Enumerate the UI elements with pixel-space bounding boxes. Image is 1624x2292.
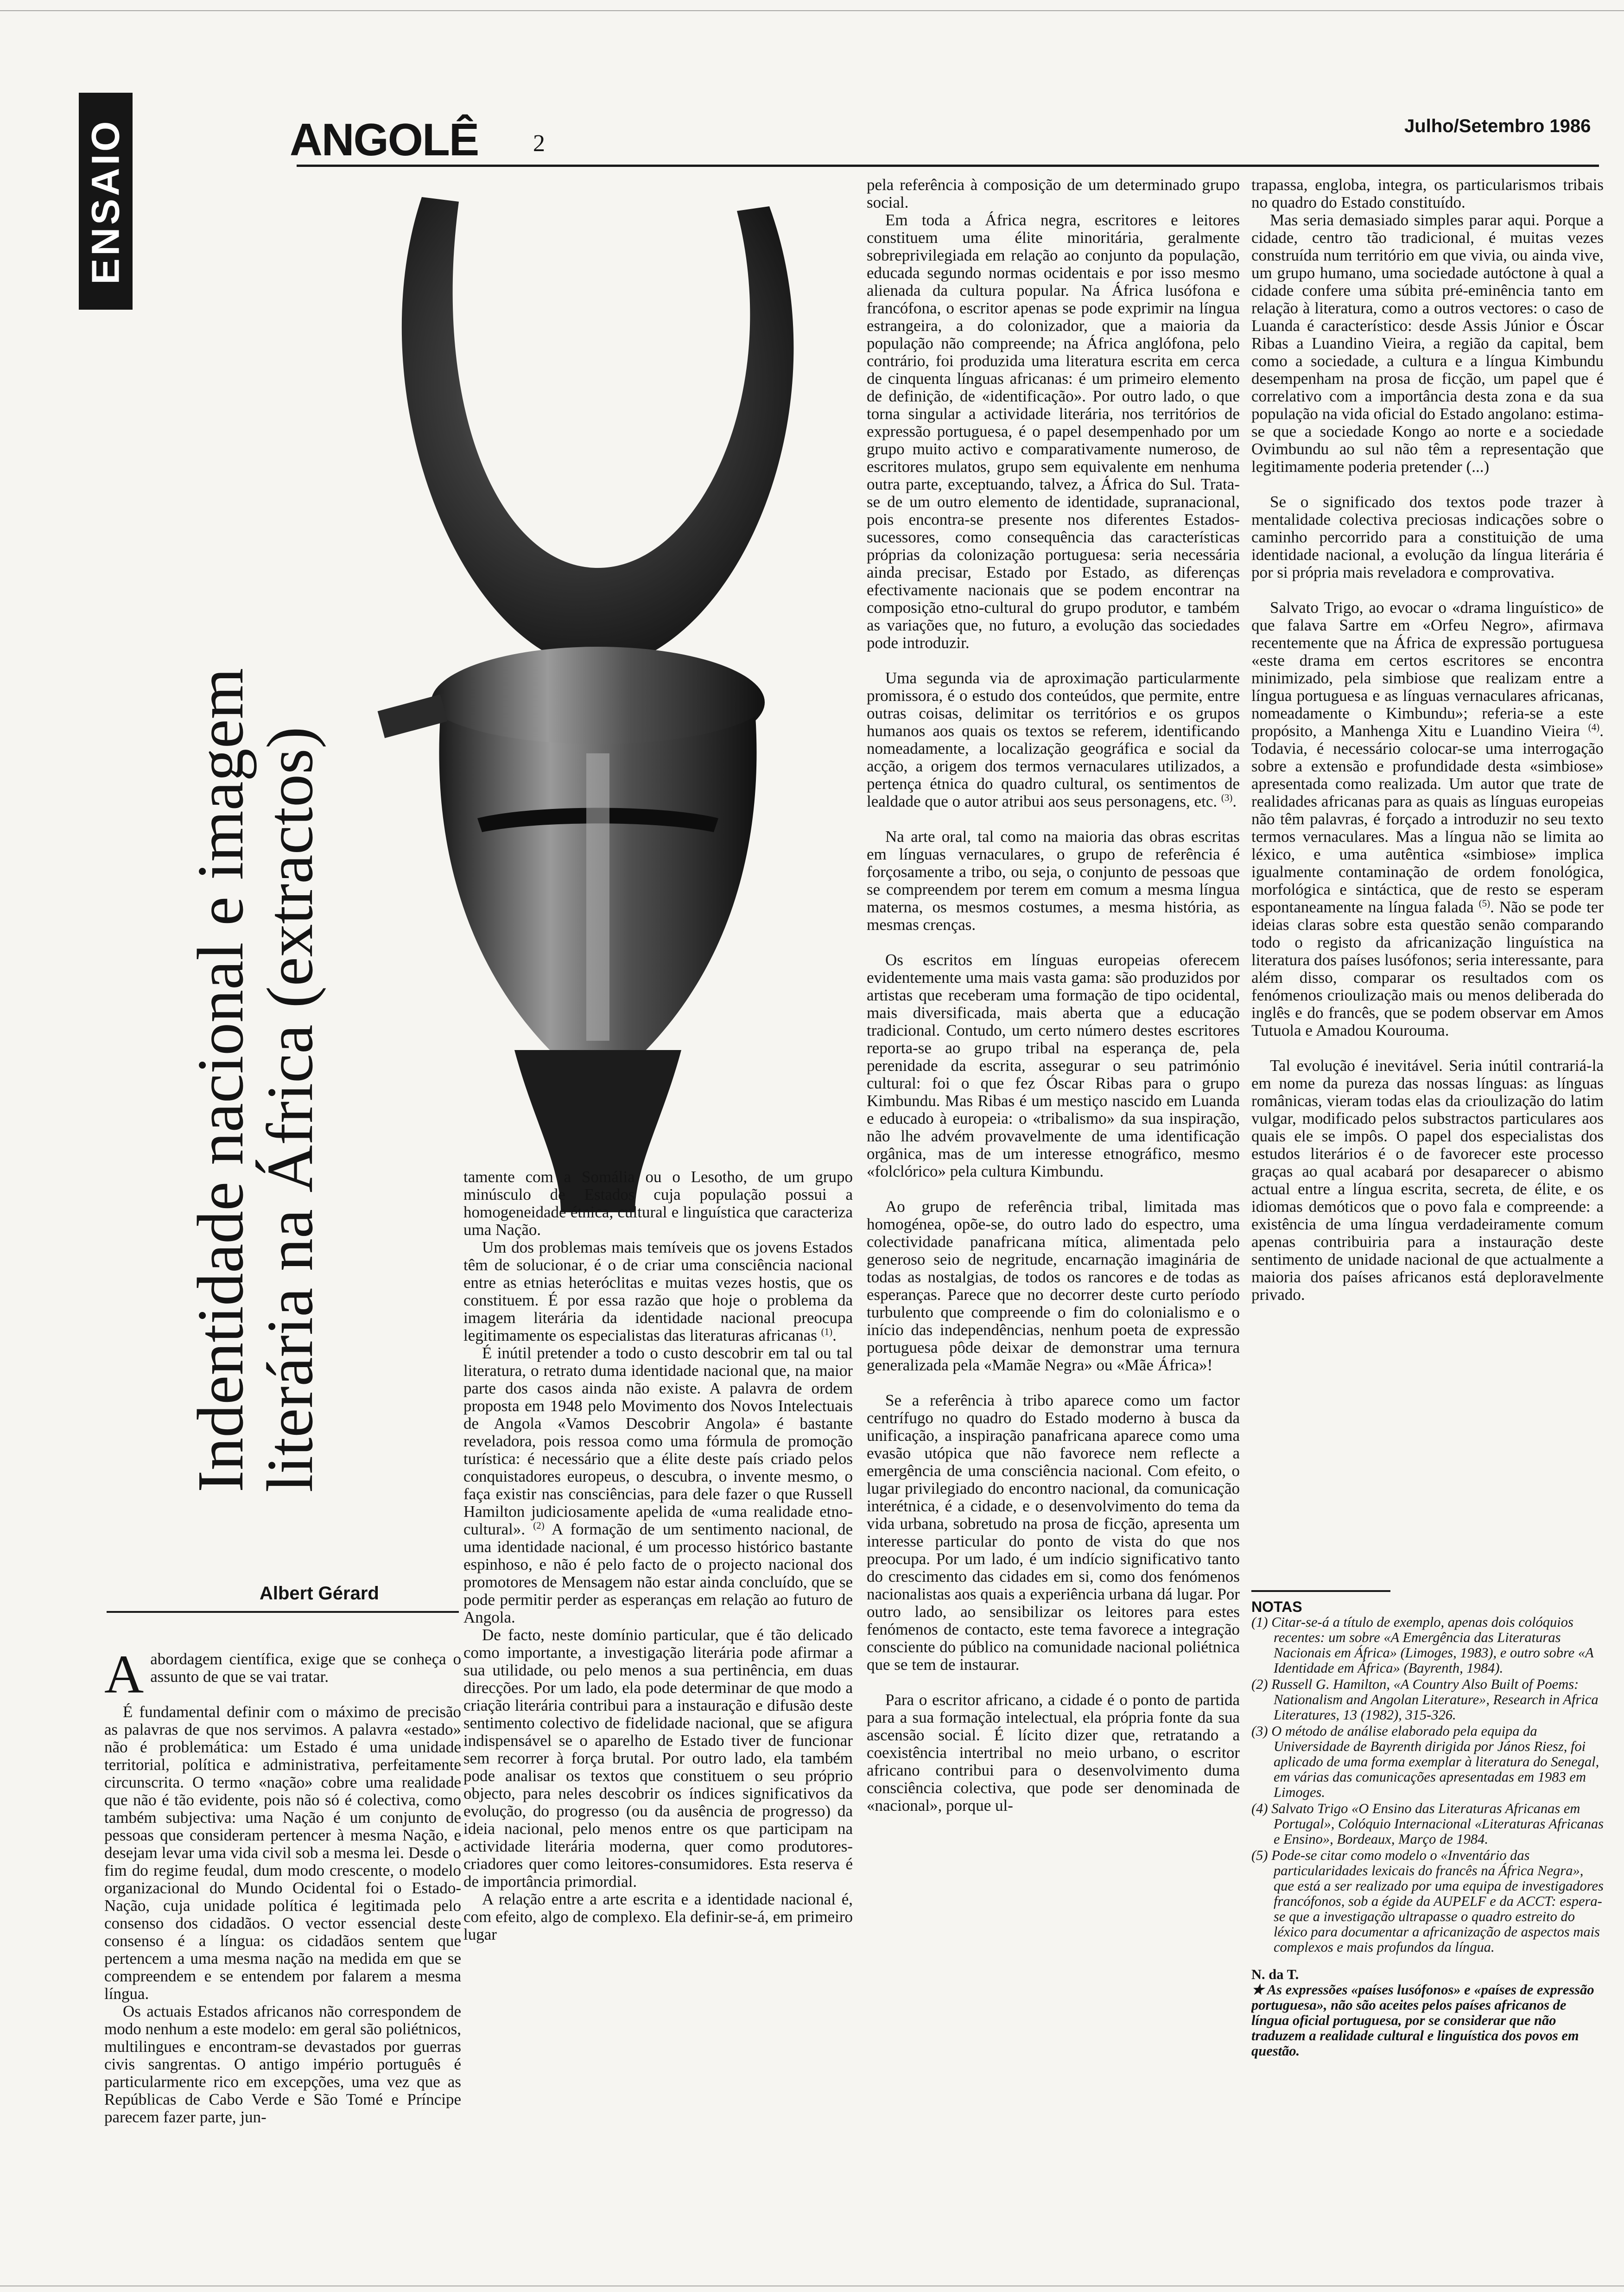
col3-para-8: Para o escritor africano, a cidade é o ponto de partida para a sua formação intelectual, ela própria fonte da sua ascensão social. É lícito dizer que, retratando a coexistência intertribal no meio urbano, o escritor africano contribui para o desenvolvimento duma consciência colectiva, que pode ser denominada de «nacional», porque ul-: [867, 1691, 1240, 1814]
col4-para-1: trapassa, engloba, integra, os particularismos tribais no quadro do Estado constituído.: [1251, 176, 1604, 211]
col3-para-2: Em toda a África negra, escritores e leitores constituem uma élite minoritária, geralmente sobreprivilegiada em relação ao conjunto da população, educada segundo normas ocidentais e por isso mesmo alienada da cultura popular. Na África lusófona e francófona, o escritor apenas se pode exprimir na língua estrangeira, a do colonizador, que a maioria da população não compreende; na África anglófona, pelo contrário, foi produzida uma literatura escrita em cerca de cinquenta línguas africanas: é um primeiro elemento de definição, de «identificação». Por outro lado, o que torna singular a actividade literária, nos territórios de expressão portuguesa, é o papel desempenhado por um grupo muito activo e comparativamente numeroso, de escritores mulatos, grupo sem equivalente em nenhuma outra parte, exceptuando, talvez, a África do Sul. Trata-se de um outro elemento de identidade, supranacional, pois encontra-se presente nos diferentes Estados-sucessores, como consequência das características próprias da colonização portuguesa: seria necessária ainda precisar, Estado por Estado, as diferenças efectivamente nacionais que se podem encontrar na composição etno-cultural do grupo produtor, e também as variações que, no futuro, a evolução das sociedades pode introduzir.: [867, 211, 1240, 652]
page-number: 2: [533, 130, 545, 157]
col3-para-6: Ao grupo de referência tribal, limitada mas homogénea, opõe-se, do outro lado do espectro, uma colectividade panafricana mítica, alimentada pelo generoso seio de negritude, encarnação imaginária de todas as nostalgias, de todos os rancores e de todas as esperanças. Parece que no decorrer deste curto período turbulento que compreende o fim do colonialismo e o início das independências, nenhum poeta de expressão portuguesa pôde deixar de demonstrar uma ternura generalizada pela «Mamãe Negra» ou «Mãe África»!: [867, 1197, 1240, 1374]
column-2: tamente com a Somália ou o Lesotho, de um grupo minúsculo de Estados cuja população possui a homogeneidade étnica, cultural e linguística que caracteriza uma Nação. Um dos problemas mais temíveis que os jovens Estados têm de solucionar, é o de criar uma consciência nacional entre as etnias heteróclitas e muitas vezes hostis, que os constituem. É por essa razão que hoje o problema da imagem literária da identidade nacional preocupa legitimamente os especialistas das literaturas africanas $^{(1)}$. É inútil pretender a todo o custo descobrir em tal ou tal literatura, o retrato duma identidade nacional que, na maior parte dos casos ainda não existe. A palavra de ordem proposta em 1948 pelo Movimento dos Novos Intelectuais de Angola «Vamos Descobrir Angola» é bastante reveladora, pois ressoa como uma fórmula de promoção turística: é necessário que a élite deste país criado pelos conquistadores europeus, o descubra, o invente mesmo, o faça existir nas consciências, para dele fazer o que Russell Hamilton judiciosamente apelida de «uma realidade etno-cultural». $^{(2)}$ A formação de um sentimento nacional, de uma identidade nacional, é um processo histórico bastante espinhoso, e não é pelo facto de o projecto nacional dos promotores de Mensagem não estar ainda concluído, que se pode permitir perder as esperanças em relação ao futuro de Angola. De facto, neste domínio particular, que é tão delicado como importante, a investigação literária pode afirmar a sua utilidade, ou pelo menos a sua pertinência, em duas direcções. Por um lado, ela pode determinar de que modo a criação literária contribui para a instauração e difusão deste sentimento colectivo de fidelidade nacional, que se afigura indispensável se o aparelho de Estado tiver de funcionar sem recorrer à força brutal. Por outro lado, ela também pode analisar os textos que constituem o seu próprio objecto, para neles descobrir os índices significativos da evolução, do progresso (ou da ausência de progresso) da ideia nacional, pelo menos entre os que participam na actividade literária moderna, quer como produtores-criadores quer como leitores-consumidores. Esta reserva é de importância primordial. A relação entre a arte escrita e a identidade nacional é, com efeito, algo de complexo. Ela definir-se-á, em primeiro lugar: [463, 1168, 853, 1943]
notes-rule: [1251, 1590, 1390, 1592]
translator-note-heading: N. da T.: [1251, 1967, 1299, 1982]
footnote-ref-3: (3): [1221, 792, 1233, 803]
column-3: pela referência à composição de um determinado grupo social. Em toda a África negra, escritores e leitores constituem uma élite minoritária, geralmente sobreprivilegiada em relação ao conjunto da população, educada segundo normas ocidentais e por isso mesmo alienada da cultura popular. Na África lusófona e francófona, o escritor apenas se pode exprimir na língua estrangeira, a do colonizador, que a maioria da população não compreende; na África anglófona, pelo contrário, foi produzida uma literatura escrita em cerca de cinquenta línguas africanas: é um primeiro elemento de definição, de «identificação». Por outro lado, o que torna singular a actividade literária, nos territórios de expressão portuguesa, é o papel desempenhado por um grupo muito activo e comparativamente numeroso, de escritores mulatos, grupo sem equivalente em nenhuma outra parte, exceptuando, talvez, a África do Sul. Trata-se de um outro elemento de identidade, supranacional, pois encontra-se presente nos diferentes Estados-sucessores, como consequência das características próprias da colonização portuguesa: seria necessária ainda precisar, Estado por Estado, as diferenças efectivamente nacionais que se podem encontrar na composição etno-cultural do grupo produtor, e também as variações que, no futuro, a evolução das sociedades pode introduzir. Uma segunda via de aproximação particularmente promissora, é o estudo dos conteúdos, que permite, entre outras coisas, delimitar os territórios e os grupos humanos aos quais os textos se referem, identificando nomeadamente, a localização geográfica e social da acção, a origem dos termos vernaculares utilizados, a pertença étnica do quadro cultural, os sentimentos de lealdade que o autor atribui aos seus personagens, etc. $^{(3)}$. Na arte oral, tal como na maioria das obras escritas em línguas vernaculares, o grupo de referência é forçosamente a tribo, ou seja, o conjunto de pessoas que se compreendem por terem em comum a mesma língua materna, os mesmos costumes, a mesma história, as mesmas crenças. Os escritos em línguas europeias oferecem evidentemente uma mais vasta gama: são produzidos por artistas que receberam uma formação de tipo ocidental, mais diversificada, mais aberta que a educação tradicional. Contudo, um certo número destes escritores reporta-se ao grupo tribal na esperança de, pela perenidade da escrita, assegurar o seu património cultural: foi o que fez Óscar Ribas para o grupo Kimbundu. Mas Ribas é um mestiço nascido em Luanda e educado à europeia: o «tribalismo» da sua inspiração, não lhe advém provavelmente de uma identificação orgânica, mas de um interesse etnográfico, mesmo «folclórico» pela cultura Kimbundu. Ao grupo de referência tribal, limitada mas homogénea, opõe-se, do outro lado do espectro, uma colectividade panafricana mítica, alimentada pelo generoso seio de negritude, encarnação imaginária de todas as nostalgias, de todos os rancores e de todas as esperanças. Parece que no decorrer deste curto período turbulento que compreende o fim do colonialismo e o início das independências, nenhum poeta de expressão portuguesa pôde deixar de demonstrar uma ternura generalizada pela «Mamãe Negra» ou «Mãe África»! Se a referência à tribo aparece como um factor centrífugo no quadro do Estado moderno à busca da unificação, a inspiração panafricana aparece como uma evasão utópica que não favorece nem reflecte a emergência de uma consciência nacional. Com efeito, o lugar privilegiado do encontro nacional, da comunicação interétnica, é a cidade, e o desenvolvimento do tema da vida urbana, sobretudo na prosa de ficção, apresenta um interesse particular do ponto de vista do que nos preocupa. Por um lado, é um indício significativo tanto do crescimento das cidades em si, como dos fenómenos nacionalistas aos quais a experiência urbana dá lugar. Por outro lado, ao sensibilizar os leitores para estes fenómenos de contacto, este tema favorece a integração consciente do público na comunidade nacional poliétnica que se tem de instaurar. Para o escritor africano, a cidade é o ponto de partida para a sua formação intelectual, ela própria fonte da sua ascensão social. É lícito dizer que, retratando a coexistência intertribal no meio urbano, o escritor africano contribui para o desenvolvimento duma consciência colectiva, que pode ser denominada de «nacional», porque ul-: [867, 176, 1240, 1814]
column-1: [104, 1650, 461, 2253]
col1-para-2: É fundamental definir com o máximo de precisão as palavras de que nos servimos. A palavra «estado» não é problemática: um Estado é uma unidade territorial, política e administrativa, perfeitamente circunscrita. O termo «nação» cobre uma realidade que não é tão evidente, pois não só é colectiva, como também subjectiva: uma Nação é um conjunto de pessoas que consideram pertencer à mesma Nação, e desejam levar uma vida civil sob a mesma lei. Desde o fim do regime feudal, dum modo crescente, o modelo organizacional do Mundo Ocidental foi o Estado-Nação, cuja unidade política é legitimada pelo consenso dos cidadãos. O vector essencial deste consenso é a língua: os cidadãos sentem que pertencem a uma mesma nação na medida em que se compreendem e se entendem por falarem a mesma língua.: [104, 1703, 461, 2003]
col3-para-4: Na arte oral, tal como na maioria das obras escritas em línguas vernaculares, o grupo de referência é forçosamente a tribo, ou seja, o conjunto de pessoas que se compreendem por terem em comum a mesma língua materna, os mesmos costumes, a mesma história, as mesmas crenças.: [867, 828, 1240, 934]
col2-para-1: tamente com a Somália ou o Lesotho, de um grupo minúsculo de Estados cuja população possui a homogeneidade étnica, cultural e linguística que caracteriza uma Nação.: [463, 1168, 853, 1239]
section-tag: ENSAIO: [79, 93, 133, 310]
col4-para-2: Mas seria demasiado simples parar aqui. Porque a cidade, centro tão tradicional, é muitas vezes construída num território em que vivia, ou ainda vive, um grupo humano, uma sociedade autóctone à qual a cidade confere uma súbita pré-eminência tanto em relação à literatura, como a outros vectores: o caso de Luanda é característico: desde Assis Júnior e Óscar Ribas a Luandino Vieira, a região da capital, bem como a sociedade, a cultura e a língua Kimbundu desempenham na prosa de ficção, um papel que é correlativo com a importância desta zona e da sua população na vida oficial do Estado angolano: estima-se que a sociedade Kongo ao norte e a sociedade Ovimbundu ao sul não têm a representação que legitimamente poderia pretender (...): [1251, 211, 1604, 476]
note-item: (5) Pode-se citar como modelo o «Inventário das particularidades lexicais do francês na África Negra», que está a ser realizado por uma equipa de investigadores francófonos, sob a égide da AUPELF e da ACCT: espera-se que a investigação ultrapasse o quadro estreito do léxico para documentar a africanização de aspectos mais complexos e mais profundos da língua.: [1251, 1847, 1604, 1955]
note-item: (3) O método de análise elaborado pela equipa da Universidade de Bayrenth dirigida por János Riesz, foi aplicado de uma forma exemplar à literatura do Senegal, em várias das comunicações apresentadas em 1983 em Limoges.: [1251, 1723, 1599, 1800]
col4-para-5: Tal evolução é inevitável. Seria inútil contrariá-la em nome da pureza das nossas línguas: as línguas românicas, vieram todas elas da crioulização do latim vulgar, modificado pelos substractos particulares aos quais ele se impôs. O papel dos especialistas dos estudos literários é o de favorecer este processo graças ao qual acabará por desaparecer o abismo actual entre a língua escrita, secreta, de élite, e os idiomas demóticos que o povo fala e compreende: a existência de uma língua verdadeiramente comum apenas contribuiria para a instauração deste sentimento de unidade nacional de que actualmente a maioria dos países africanos está deploravelmente privado.: [1251, 1057, 1604, 1304]
col2-para-2: Um dos problemas mais temíveis que os jovens Estados têm de solucionar, é o de criar uma consciência nacional entre as etnias heteróclitas e muitas vezes hostis, que os constituem. É por essa razão que hoje o problema da imagem literária da identidade nacional preocupa legitimamente os especialistas das literaturas africanas: [463, 1238, 853, 1344]
note-item: (2) Russell G. Hamilton, «A Country Also Built of Poems: Nationalism and Angolan Literature», Research in Africa Literatures, 13 (1982), 315-326.: [1251, 1676, 1599, 1723]
translator-note-text: ★ As expressões «países lusófonos» e «países de expressão portuguesa», não são aceites pelos países africanos de língua oficial portuguesa, por se considerar que não traduzem a realidade cultural e linguística dos povos em questão.: [1251, 1982, 1594, 2059]
issue-date: Julho/Setembro 1986: [1404, 116, 1591, 136]
notes-heading: NOTAS: [1251, 1599, 1302, 1615]
col1-para-3: Os actuais Estados africanos não correspondem de modo nenhum a este modelo: em geral são poliétnicos, multilingues e encontram-se devastados por guerras civis sangrentas. O antigo império português é particularmente rico em excepções, uma vez que as Repúblicas de Cabo Verde e São Tomé e Príncipe parecem fazer parte, jun-: [104, 2002, 461, 2126]
footnote-ref-4: (4): [1588, 721, 1600, 733]
footnote-ref-1: (1): [821, 1326, 833, 1337]
column-4: [1251, 176, 1604, 1604]
col2-para-4: De facto, neste domínio particular, que é tão delicado como importante, a investigação literária pode afirmar a sua utilidade, ou pelo menos a sua pertinência, em duas direcções. Por um lado, ela pode determinar de que modo a criação literária contribui para a instauração e difusão deste sentimento colectivo de fidelidade nacional, que se afigura indispensável se o aparelho de Estado tiver de funcionar sem recorrer à força brutal. Por outro lado, ela também pode analisar os textos que constituem o seu próprio objecto, para neles descobrir os índices significativos da evolução, do progresso (ou da ausência de progresso) da ideia nacional, pelo menos entre os que participam na actividade literária moderna, quer como produtores-criadores quer como leitores-consumidores. Esta reserva é de importância primordial.: [463, 1626, 853, 1891]
publication-logo: ANGOLÊ: [290, 114, 479, 165]
footnote-ref-2: (2): [533, 1520, 545, 1531]
author-name: Albert Gérard: [260, 1583, 379, 1604]
col4-para-4c: . Não se pode ter ideias claras sobre esta questão senão comparando todo o registo da africanização linguística na literatura dos países lusófonos; seria interessante, para além disso, comparar os resultados com os fenómenos crioulização mais ou menos deliberada do inglês e do francês, que se podem observar em Amos Tutuola e Amadou Kourouma.: [1251, 898, 1604, 1039]
drop-cap: A: [104, 1650, 144, 1705]
col3-para-5: Os escritos em línguas europeias oferecem evidentemente uma mais vasta gama: são produzidos por artistas que receberam uma formação de tipo ocidental, mais diversificada, mais aberta que a educação tradicional. Contudo, um certo número destes escritores reporta-se ao grupo tribal na esperança de, pela perenidade da escrita, assegurar o seu património cultural: foi o que fez Óscar Ribas para o grupo Kimbundu. Mas Ribas é um mestiço nascido em Luanda e educado à europeia: o «tribalismo» da sua inspiração, não lhe advém provavelmente de uma identificação orgânica, mas de um interesse etnográfico, mesmo «folclórico» pela cultura Kimbundu.: [867, 951, 1240, 1180]
col4-para-4b: . Todavia, é necessário colocar-se uma interrogação sobre a extensão e profundidade desta «simbiose» apresentada como realizada. Um autor que trate de realidades africanas para as quais as línguas europeias não têm palavras, é forçado a introduzir no seu texto termos vernaculares. Mas a língua não se limita ao léxico, e uma autêntica «simbiose» implica igualmente contaminação de ordem fonológica, morfológica e sintáctica, que de resto se esperam espontaneamente na língua falada: [1251, 722, 1604, 916]
col2-para-3a: É inútil pretender a todo o custo descobrir em tal ou tal literatura, o retrato duma identidade nacional que, na maior parte dos casos ainda não existe. A palavra de ordem proposta em 1948 pelo Movimento dos Novos Intelectuais de Angola «Vamos Descobrir Angola» é bastante reveladora, pois ressoa como uma fórmula de promoção turística: é necessário que a élite deste país criado pelos conquistadores europeus, o descubra, o invente mesmo, o faça existir nas consciências, para dele fazer o que Russell Hamilton judiciosamente apelida de «uma realidade etno-cultural».: [463, 1344, 853, 1538]
notes-section: [1251, 1599, 1604, 2258]
article-title: [158, 598, 352, 1562]
title-line-1: Indentidade nacional e imagem: [184, 668, 257, 1493]
col1-para-1: abordagem científica, exige que se conheça o assunto de que se vai tratar.: [150, 1650, 461, 1686]
col3-para-1: pela referência à composição de um determinado grupo social.: [867, 176, 1240, 211]
author-rule: [107, 1611, 459, 1613]
col3-para-3: Uma segunda via de aproximação particularmente promissora, é o estudo dos conteúdos, que permite, entre outras coisas, delimitar os territórios e os grupos humanos aos quais os textos se referem, identificando nomeadamente, a localização geográfica e social da acção, a origem dos termos vernaculares utilizados, a pertença étnica do quadro cultural, os sentimentos de lealdade que o autor atribui aos seus personagens, etc.: [867, 669, 1240, 810]
col4-para-4a: Salvato Trigo, ao evocar o «drama linguístico» de que falava Sartre em «Orfeu Negro», afirmava recentemente que na África de expressão portuguesa «este drama em certos escritores se encontra minimizado, pela simbiose que realizam entre a língua portuguesa e as línguas vernaculares africanas, nomeadamente o Kimbundu»; referia-se a este propósito, a Manhenga Xitu e Luandino Vieira: [1251, 598, 1604, 740]
note-item: (4) Salvato Trigo «O Ensino das Literaturas Africanas em Portugal», Colóquio Internacional «Literaturas Africanas e Ensino», Bordeaux, Março de 1984.: [1251, 1801, 1604, 1847]
top-edge-line: [0, 10, 1624, 11]
col2-para-3b: A formação de um sentimento nacional, de uma identidade nacional, é um processo histórico bastante espinhoso, e não é pelo facto de o projecto nacional dos promotores de Mensagem não estar ainda concluído, que se pode permitir perder as esperanças em relação ao futuro de Angola.: [463, 1520, 853, 1626]
col4-para-3: Se o significado dos textos pode trazer à mentalidade colectiva preciosas indicações sobre o caminho percorrido para a constituição de uma identidade nacional, a evolução da língua literária é por si própria mais reveladora e comprovativa.: [1251, 493, 1604, 581]
footnote-ref-5: (5): [1478, 898, 1491, 909]
note-item: (1) Citar-se-á a título de exemplo, apenas dois colóquios recentes: um sobre «A Emergência das Literaturas Nacionais em África» (Limoges, 1983), e outro sobre «A Identidade em África» (Bayrenth, 1984).: [1251, 1614, 1594, 1676]
header-rule: [297, 165, 1599, 167]
title-line-2: literária na África (extractos): [253, 726, 327, 1493]
col2-para-5: A relação entre a arte escrita e a identidade nacional é, com efeito, algo de complexo. Ela definir-se-á, em primeiro lugar: [463, 1890, 853, 1943]
mask-photo: [338, 169, 862, 1212]
col3-para-7: Se a referência à tribo aparece como um factor centrífugo no quadro do Estado moderno à busca da unificação, a inspiração panafricana aparece como uma evasão utópica que não favorece nem reflecte a emergência de uma consciência nacional. Com efeito, o lugar privilegiado do encontro nacional, da comunicação interétnica, é a cidade, e o desenvolvimento do tema da vida urbana, sobretudo na prosa de ficção, apresenta um interesse particular do ponto de vista do que nos preocupa. Por um lado, é um indício significativo tanto do crescimento das cidades em si, como dos fenómenos nacionalistas aos quais a experiência urbana dá lugar. Por outro lado, ao sensibilizar os leitores para estes fenómenos de contacto, este tema favorece a integração consciente do público na comunidade nacional poliétnica que se tem de instaurar.: [867, 1391, 1240, 1674]
